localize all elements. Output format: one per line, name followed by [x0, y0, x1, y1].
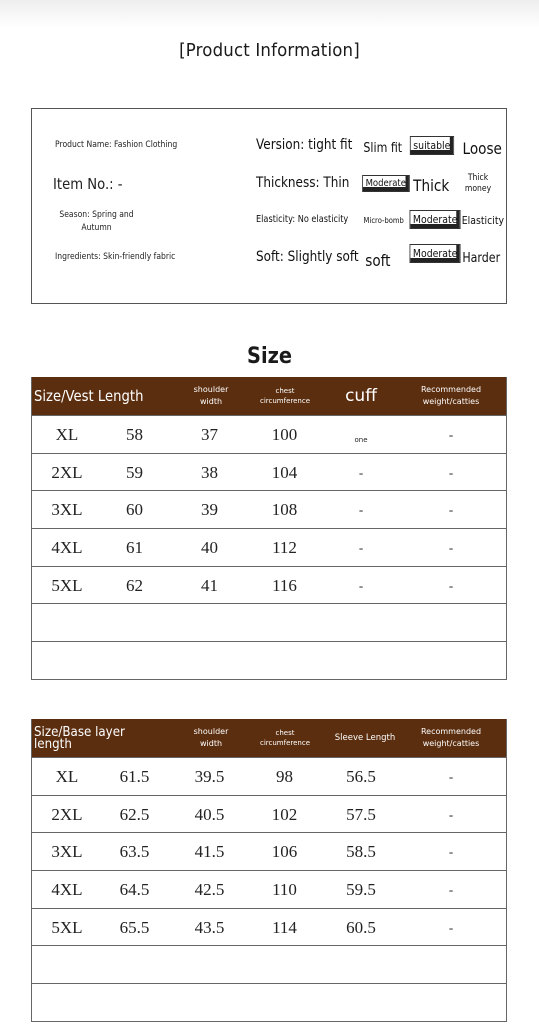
table-cell: 59.5 — [346, 880, 376, 900]
vest-header-cuff: cuff — [345, 386, 377, 406]
table-cell: - — [448, 769, 454, 784]
table-cell — [327, 984, 395, 1021]
table-row — [32, 908, 506, 946]
table-cell: 58.5 — [346, 842, 376, 862]
table-cell: 4XL — [51, 880, 83, 900]
table-cell: 41.5 — [194, 842, 225, 862]
table-cell: 60 — [126, 500, 143, 520]
table-cell: 56.5 — [346, 767, 376, 786]
elasticity-option-microbomb: Micro-bomb — [363, 216, 404, 225]
table-cell: 37 — [201, 425, 218, 444]
table-row — [32, 603, 506, 641]
size-title: Size — [247, 344, 292, 369]
table-cell — [32, 642, 102, 679]
table-cell: - — [448, 540, 454, 556]
elasticity-label: Elasticity: No elasticity — [256, 214, 349, 225]
table-cell: - — [448, 844, 454, 860]
table-row — [32, 490, 506, 528]
table-cell — [177, 946, 242, 983]
table-cell: 65.5 — [119, 917, 150, 937]
table-cell: 39 — [201, 500, 218, 520]
table-row — [32, 983, 506, 1021]
table-row — [32, 757, 506, 795]
base-table-header — [32, 719, 506, 757]
table-cell: 62 — [126, 575, 143, 595]
table-cell: - — [358, 502, 364, 518]
soft-option-selected: Moderate — [410, 244, 461, 263]
table-cell: 5XL — [51, 917, 83, 937]
table-cell — [102, 946, 167, 983]
table-cell — [395, 642, 507, 679]
table-cell — [327, 946, 395, 983]
table-cell: 104 — [271, 462, 298, 482]
table-cell: 57.5 — [346, 804, 376, 824]
table-row — [32, 453, 506, 491]
table-cell: - — [448, 806, 454, 822]
version-option-slim: Slim fit — [363, 141, 403, 156]
table-cell: 3XL — [51, 500, 83, 520]
item-number: Item No.: - — [53, 175, 123, 193]
table-cell — [395, 946, 507, 983]
table-cell: 61 — [126, 538, 143, 558]
soft-label: Soft: Slightly soft — [256, 249, 359, 265]
table-cell: 58 — [126, 425, 143, 444]
table-cell: 98 — [276, 767, 293, 786]
table-cell: 59 — [126, 462, 143, 482]
table-cell: 61.5 — [119, 767, 150, 786]
table-cell: XL — [55, 425, 79, 444]
table-cell: 60.5 — [346, 917, 376, 937]
table-cell — [32, 984, 102, 1021]
soft-option-soft: soft — [365, 251, 391, 270]
table-cell: - — [448, 919, 454, 935]
table-cell — [327, 642, 395, 679]
table-cell: 40.5 — [194, 804, 225, 824]
table-cell — [32, 946, 102, 983]
vest-header-weight: Recommended weight/catties — [420, 385, 482, 406]
thickness-option-selected: Moderate — [362, 175, 409, 192]
table-cell — [252, 946, 317, 983]
table-cell — [102, 604, 167, 641]
table-cell: 40 — [201, 538, 218, 558]
table-cell: 63.5 — [119, 842, 150, 862]
vest-header-size: Size/Vest Length — [34, 387, 144, 405]
base-header-shoulder: shoulder width — [193, 727, 229, 748]
table-cell: - — [448, 427, 454, 442]
version-label: Version: tight fit — [256, 137, 353, 153]
table-cell: 2XL — [51, 462, 83, 482]
table-cell: 116 — [272, 575, 297, 595]
table-cell: 62.5 — [119, 804, 150, 824]
ingredients: Ingredients: Skin-friendly fabric — [55, 252, 176, 262]
table-cell: - — [358, 464, 364, 480]
table-cell: 106 — [271, 842, 298, 862]
table-cell: 114 — [272, 917, 297, 937]
base-header-chest: chest circumference — [259, 729, 310, 747]
soft-option-harder: Harder — [462, 251, 501, 266]
vest-size-table — [31, 377, 507, 680]
table-cell — [177, 984, 242, 1021]
table-cell: - — [448, 502, 454, 518]
vest-header-chest: chest circumference — [259, 387, 310, 405]
table-cell — [102, 642, 167, 679]
table-cell: 4XL — [51, 538, 83, 558]
thickness-option-thick: Thick — [413, 176, 450, 195]
base-layer-size-table — [31, 719, 507, 1022]
table-cell: one — [354, 436, 368, 444]
season: Season: Spring and Autumn — [59, 210, 134, 233]
table-row — [32, 795, 506, 833]
table-row — [32, 415, 506, 453]
table-cell: - — [448, 464, 454, 480]
product-name: Product Name: Fashion Clothing — [55, 140, 178, 150]
table-row — [32, 641, 506, 679]
table-cell: - — [448, 577, 454, 593]
table-cell: 102 — [271, 804, 298, 824]
table-row — [32, 870, 506, 908]
table-cell: - — [358, 540, 364, 556]
table-cell: 2XL — [51, 804, 83, 824]
table-cell — [252, 642, 317, 679]
thickness-label: Thickness: Thin — [256, 175, 350, 191]
table-row — [32, 945, 506, 983]
table-row — [32, 566, 506, 604]
table-cell — [395, 984, 507, 1021]
elasticity-option-selected: Moderate — [410, 210, 461, 229]
version-option-loose: Loose — [462, 139, 502, 158]
table-cell: 110 — [272, 880, 297, 900]
table-cell — [327, 604, 395, 641]
vest-header-shoulder: shoulder width — [193, 385, 229, 406]
table-cell: - — [358, 577, 364, 593]
table-row — [32, 832, 506, 870]
table-cell — [252, 984, 317, 1021]
table-cell: 100 — [271, 425, 298, 444]
base-header-size: Size/Base layer length — [34, 724, 125, 752]
base-header-weight: Recommended weight/catties — [420, 727, 482, 748]
base-header-sleeve: Sleeve Length — [334, 733, 396, 743]
table-cell: 112 — [272, 538, 297, 558]
top-shadow — [0, 0, 539, 28]
table-cell — [252, 604, 317, 641]
table-cell: 43.5 — [194, 917, 225, 937]
table-cell: 39.5 — [194, 767, 225, 786]
table-cell — [102, 984, 167, 1021]
table-cell: - — [448, 882, 454, 898]
table-cell: 108 — [271, 500, 298, 520]
product-info-box — [31, 108, 507, 304]
table-cell — [177, 642, 242, 679]
vest-table-header — [32, 377, 506, 415]
product-info-title: [Product Information] — [179, 40, 360, 61]
table-cell: 64.5 — [119, 880, 150, 900]
table-cell — [32, 604, 102, 641]
version-option-selected: suitable — [410, 136, 454, 155]
table-cell: 3XL — [51, 842, 83, 862]
table-cell: 38 — [201, 462, 218, 482]
table-cell — [395, 604, 507, 641]
table-cell: XL — [55, 767, 79, 786]
table-cell — [177, 604, 242, 641]
elasticity-option-elastic: Elasticity — [461, 214, 505, 227]
table-cell: 5XL — [51, 575, 83, 595]
table-cell: 42.5 — [194, 880, 225, 900]
table-row — [32, 528, 506, 566]
table-cell: 41 — [201, 575, 218, 595]
thickness-option-money: Thick money — [464, 173, 492, 194]
